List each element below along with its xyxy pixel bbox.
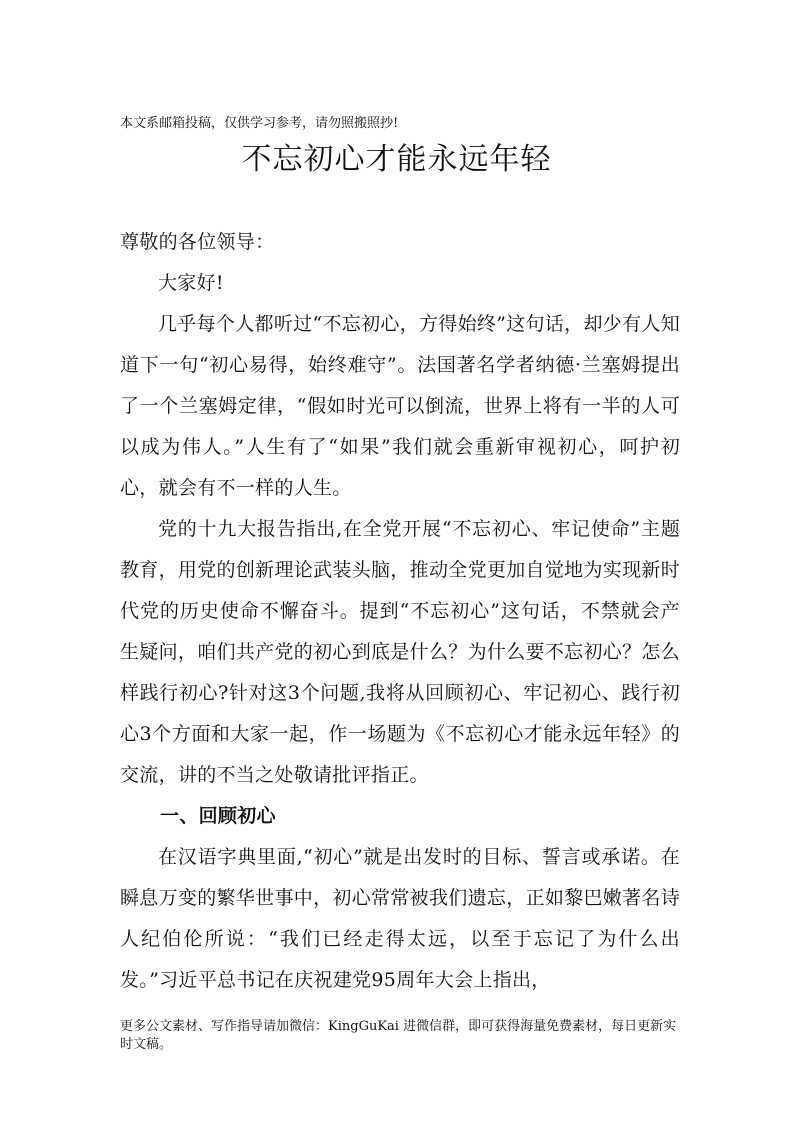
paragraph-report: 党的十九大报告指出,在全党开展“不忘初心、牢记使命”主题教育，用党的创新理论武装头脑，推动全党更加自觉地为实现新时代党的历史使命不懈奋斗。提到“不忘初心”这句话，不禁就会产生疑问，咱们共产党的初心到底是什么？为什么要不忘初心？怎么样践行初心?针对这3个问题,我将从回顾初心、牢记初心、践行初心3个方面和大家一起，作一场题为《不忘初心才能永远年轻》的交流，讲的不当之处敬请批评指正。: [120, 518, 680, 786]
document-body: [120, 222, 680, 1001]
greeting: 大家好!: [158, 272, 224, 294]
section-paragraph: 在汉语字典里面,“初心”就是出发时的目标、誓言或承诺。在瞬息万变的繁华世事中，初心常常被我们遗忘，正如黎巴嫩著名诗人纪伯伦所说：“我们已经走得太远，以至于忘记了为什么出发。”习近平总书记在庆祝建党95周年大会上指出，: [120, 846, 680, 991]
paragraph-intro: 几乎每个人都听过“不忘初心，方得始终”这句话，却少有人知道下一句“初心易得，始终难守”。法国著名学者纳德·兰塞姆提出了一个兰塞姆定律，“假如时光可以倒流，世界上将有一半的人可以成为伟人。”人生有了“如果”我们就会重新审视初心，呵护初心，就会有不一样的人生。: [120, 313, 680, 499]
footer-note: 更多公文素材、写作指导请加微信：KingGuKai 进微信群，即可获得海量免费素材，每日更新实时文稿。: [120, 1019, 677, 1052]
salutation: 尊敬的各位领导：: [120, 231, 275, 253]
document-title: 不忘初心才能永远年轻: [241, 142, 552, 177]
section-heading: 一、回顾初心: [160, 805, 276, 827]
header-note: 本文系邮箱投稿，仅供学习参考，请勿照搬照抄!: [120, 116, 399, 131]
